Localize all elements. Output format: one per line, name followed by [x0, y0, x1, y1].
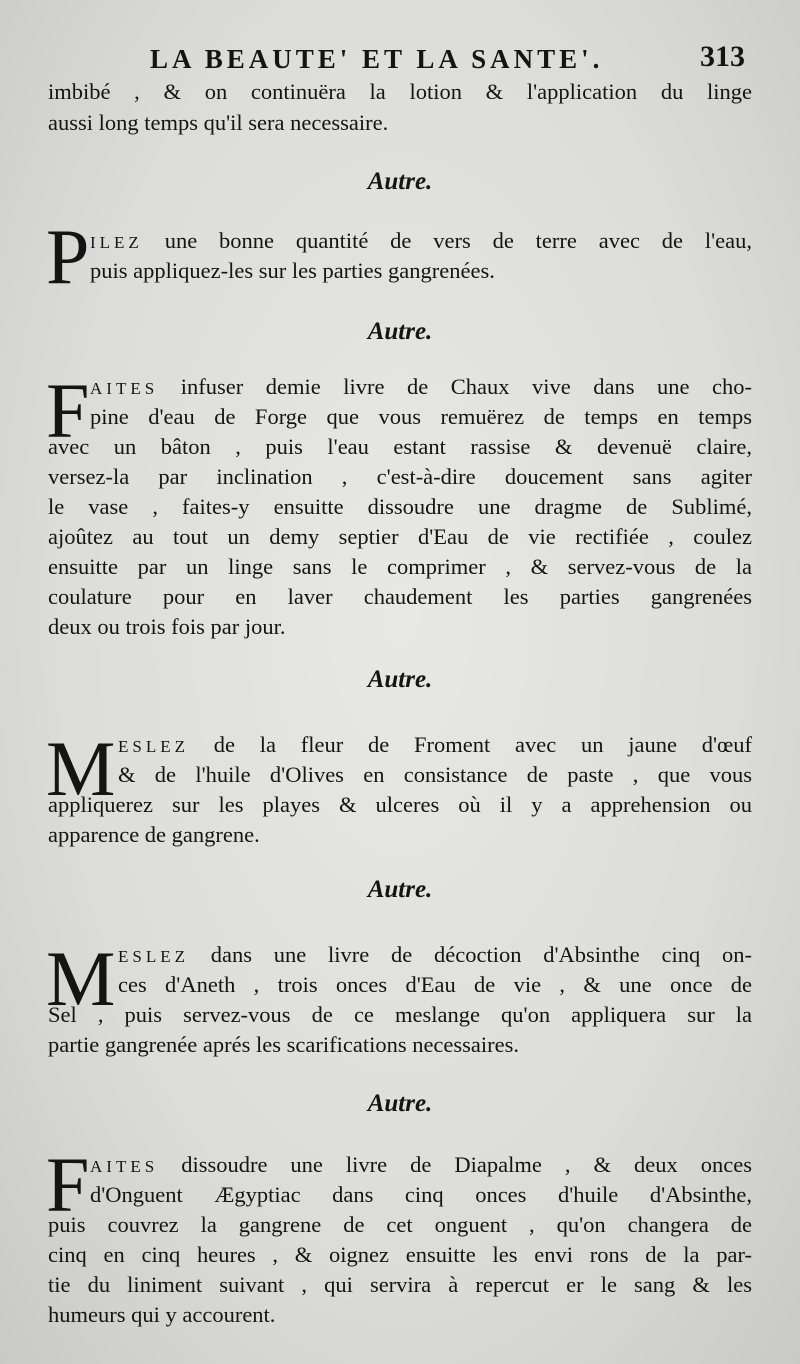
- first-line-text: dissoudre une livre de Diapalme , & deux onces: [181, 1152, 752, 1177]
- paragraph-first-line: [90, 226, 752, 256]
- text-line: ensuitte par un linge sans le comprimer , & servez-vous de la: [48, 554, 752, 579]
- text-line: avec un bâton , puis l'eau estant rassise & devenuë claire,: [48, 434, 752, 459]
- text-line: ces d'Aneth , trois onces d'Eau de vie , & une once de: [118, 972, 752, 997]
- text-line: d'Onguent Ægyptiac dans cinq onces d'huile d'Absinthe,: [90, 1182, 752, 1207]
- text-line: & de l'huile d'Olives en consistance de paste , que vous: [118, 762, 752, 787]
- paragraph-first-line: [90, 372, 752, 402]
- lead-word: ILEZ: [90, 233, 143, 252]
- text-line: coulature pour en laver chaudement les parties gangrenées: [48, 584, 752, 609]
- paragraph-first-line: [90, 1150, 752, 1180]
- section-heading: Autre.: [367, 168, 433, 195]
- text-line: puis couvrez la gangrene de cet onguent , qu'on changera de: [48, 1212, 752, 1237]
- drop-cap: P: [46, 213, 90, 300]
- paragraph-first-line: [118, 730, 752, 760]
- text-line: appliquerez sur les playes & ulceres où il y a apprehension ou: [48, 792, 752, 817]
- paragraph-first-line: [118, 940, 752, 970]
- first-line-text: dans une livre de décoction d'Absinthe cinq on-: [210, 942, 752, 967]
- text-line: puis appliquez-les sur les parties gangrenées.: [90, 258, 495, 283]
- text-line: tie du liniment suivant , qui servira à repercut er le sang & les: [48, 1272, 752, 1297]
- running-title: LA BEAUTE' ET LA SANTE'.: [150, 44, 604, 74]
- drop-cap: F: [46, 1141, 90, 1228]
- text-line: versez-la par inclination , c'est-à-dire doucement sans agiter: [48, 464, 752, 489]
- page-number: 313: [700, 40, 745, 73]
- first-line-text: de la fleur de Froment avec un jaune d'œuf: [213, 732, 752, 757]
- text-line: pine d'eau de Forge que vous remuërez de temps en temps: [90, 404, 752, 429]
- text-line: ajoûtez au tout un demy septier d'Eau de vie rectifiée , coulez: [48, 524, 752, 549]
- lead-word: AITES: [90, 379, 159, 398]
- first-line-text: infuser demie livre de Chaux vive dans une cho-: [180, 374, 752, 399]
- text-line: le vase , faites-y ensuitte dissoudre une dragme de Sublimé,: [48, 494, 752, 519]
- lead-word: ESLEZ: [118, 737, 189, 756]
- page-header: [0, 40, 800, 80]
- text-line: apparence de gangrene.: [48, 822, 260, 847]
- text-line: cinq en cinq heures , & oignez ensuitte les envi rons de la par-: [48, 1242, 752, 1267]
- section-heading: Autre.: [367, 876, 433, 903]
- drop-cap: M: [46, 935, 116, 1022]
- lead-word: ESLEZ: [118, 947, 189, 966]
- text-line: deux ou trois fois par jour.: [48, 614, 286, 639]
- drop-cap: M: [46, 725, 116, 812]
- text-line: humeurs qui y accourent.: [48, 1302, 276, 1327]
- text-line: aussi long temps qu'il sera necessaire.: [48, 110, 389, 135]
- text-line: partie gangrenée aprés les scarifications necessaires.: [48, 1032, 520, 1057]
- section-heading: Autre.: [367, 1090, 433, 1117]
- first-line-text: une bonne quantité de vers de terre avec de l'eau,: [164, 228, 753, 253]
- drop-cap: F: [46, 367, 90, 454]
- lead-word: AITES: [90, 1157, 159, 1176]
- text-line: imbibé , & on continuëra la lotion & l'application du linge: [48, 79, 752, 104]
- section-heading: Autre.: [367, 318, 433, 345]
- section-heading: Autre.: [367, 666, 433, 693]
- text-line: Sel , puis servez-vous de ce meslange qu'on appliquera sur la: [48, 1002, 752, 1027]
